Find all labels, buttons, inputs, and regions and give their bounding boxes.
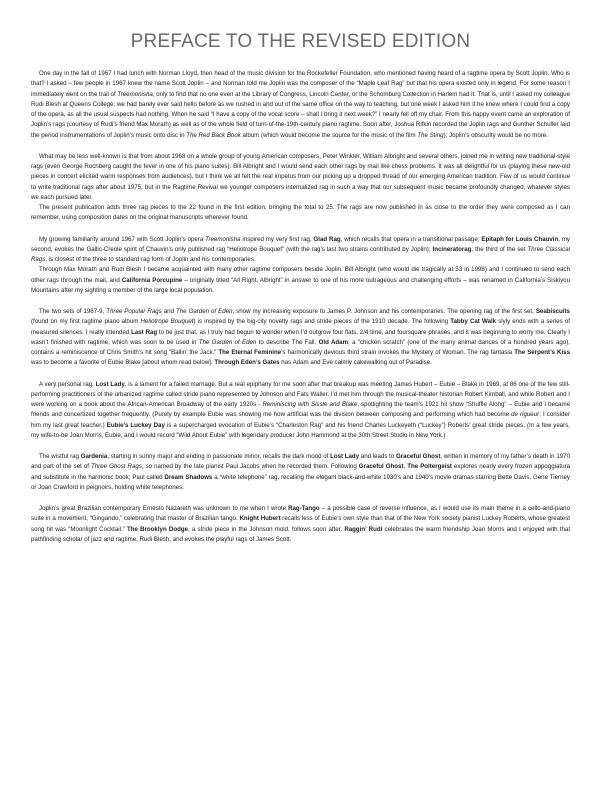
text-run: album (which would become the source for the music of the film xyxy=(240,131,418,139)
italic-title: Three Classical Rags xyxy=(31,245,571,263)
text-run: , is closest of the three to standard rag form of Joplin and his contemporaries. xyxy=(45,256,256,263)
text-run: Joplin’s great Brazilian contemporary Ernesto Nazareth was unknown to me when I wrote xyxy=(39,505,289,512)
text-run: ’s harmonically devious third strain invokes the Mystery of Woman. The rag fantasia xyxy=(281,349,515,356)
bold-title: Lost Lady xyxy=(330,453,360,460)
bold-title: Raggin’ Rudi xyxy=(344,525,383,533)
italic-title: Treemonisha xyxy=(205,235,241,243)
bold-title: Epitaph for Louis Chauvin xyxy=(481,235,559,243)
italic-title: de rigueur xyxy=(511,411,540,419)
bold-title: Incineratorag xyxy=(432,245,472,253)
text-run: is a supercharged evocation of Eubie’s “Charleston Rag” and his friend Charles Luckeyeth (“Luckey”) Roberts’ great stride pieces. (In a few years, my wife-to-be Joan Morris, Eubie, and I would record “Wild About Eubie” with legendary producer John Hammond at the 30th Street Studio in New York.) xyxy=(31,421,571,439)
bold-title: The Eternal Feminine xyxy=(218,349,282,356)
bold-title: Last Rag xyxy=(131,328,158,336)
text-run: – a possible case of reverse influence, as I would use its main theme in a cello-and-piano suite in a movement, “Gingando,” celebrating that master of Brazilian tango. xyxy=(31,505,570,523)
text-run: My growing familiarity around 1967 with Scott Joplin’s opera xyxy=(39,235,206,243)
text-run: The two sets of 1967-9, xyxy=(39,308,107,315)
text-run: explores nearly every frozen appoggiatura and substitute in the harmonic book; Paul called xyxy=(31,463,571,481)
text-run: slyly ends with a series of measured silences. I really intended xyxy=(31,318,570,336)
italic-title: The Garden of Eden xyxy=(198,338,257,346)
text-run: ); Joplin’s obscurity would be no more. xyxy=(443,131,548,139)
text-run: One day in the fall of 1967 I had lunch with Norman Lloyd, then head of the music division for the Rockefeller Foundation, who mentioned having heard of a ragtime opera by Scott Joplin. Who is that? I asked – few people in 1967 knew the name Scott Joplin – and Norman told me Joplin was the composer of the “Maple Leaf Rag” but that his opera existed only in legend. For some reason I immediately went on the trail of xyxy=(31,70,570,98)
text-run: Through Max Morath and Rudi Blesh I became acquainted with many other ragtime composers beside Joplin. Bill Albright (who would die tragically at 53 in 1998) and I continued to send each other rags through the mail, and xyxy=(31,266,570,284)
paragraph-5 xyxy=(31,265,570,296)
text-run: , starting in sunny major and ending in passionate minor, recalls the dark mood of xyxy=(107,453,331,460)
text-run: to describe The Fall. xyxy=(256,338,319,346)
bold-title: Tabby Cat Walk xyxy=(450,318,497,326)
bold-title: The Brooklyn Dodge xyxy=(126,525,189,533)
bold-title: California Porcupine xyxy=(121,276,183,284)
bold-title: Old Adam xyxy=(318,338,349,346)
bold-title: Eubie’s Luckey Day xyxy=(106,421,165,429)
text-run: and leads to xyxy=(359,453,397,460)
text-run: , only to find that no one even at the Library of Congress, Lincoln Center, or the Schomburg Collection in Harlem had it. That is, until I asked my colleague Rudi Blesh at Queens College; we had barely ever said hello before as we rushed in and out of the same office on the way to teaching, but one week I asked him if he knew where I could find a copy of the opera, as all the usual suspects had nothing. When he said “I have a copy of the vocal score – shall I bring it next week?” I nearly fell off my chair. From this happy event came an exploration of Joplin’s rags (courtesy of Rudi’s friend Max Morath) as well as of the whole field of turn-of-the-19th-century piano ragtime. Soon after, Joshua Rifkin recorded the Joplin rags and Gunther Schuller laid the period instrumentations of Joplin’s music onto disc in xyxy=(31,90,571,139)
bold-title: The Serpent’s Kiss xyxy=(514,349,570,356)
text-run: celebrates the warm friendship Joan Morris and I enjoyed with that pathfinding scholar of jazz and ragtime, Rudi Blesh, and evokes the playful rags of James Scott. xyxy=(31,525,571,543)
paragraph-6 xyxy=(31,307,570,369)
text-run: , spotlighting the team’s 1921 hit show “Shuffle Along” – Eubie and I became friends and concertized together frequently. (Purely by example Eubie was showing me how artificial was the division between composing and performing which had become xyxy=(31,401,570,419)
italic-title: The Red Back Book xyxy=(186,131,241,139)
text-run: and xyxy=(161,308,176,315)
paragraph-1 xyxy=(31,69,570,141)
page-title: PREFACE TO THE REVISED EDITION xyxy=(130,31,471,52)
bold-title: Rag-Tango xyxy=(288,505,320,512)
paragraph-2 xyxy=(31,152,570,203)
paragraph-7 xyxy=(31,380,570,442)
italic-title: Three Popular Rags xyxy=(106,308,162,315)
bold-title: Graceful Ghost xyxy=(358,463,404,471)
text-run: (found on my first ragtime piano album xyxy=(31,318,141,326)
text-run: , which recalls that opera in a transitional passage; xyxy=(340,235,482,243)
paragraph-8 xyxy=(31,452,570,493)
bold-title: Gardenia xyxy=(80,453,108,460)
italic-title: Reminiscing with Sissle and Blake xyxy=(262,401,358,408)
text-run: , the third of the set xyxy=(471,245,528,253)
text-run: ) is inspired by the big-city novelty rags and stride pieces of the 1910 decade. The following xyxy=(193,318,451,326)
text-run: a “white telephone” rag, recalling the elegant black-and-white 1930’s and 1940’s movie dramas starring Bette Davis, Gene Tierney or Joan Crawford in peignoirs, holding white telephones. xyxy=(31,473,571,491)
text-run: was to become a favorite of Eubie Blake [about whom read below]. xyxy=(31,359,215,367)
text-run: , a stride piece in the Johnson mold, follows soon after. xyxy=(188,525,345,533)
text-run: The present publication adds three rag pieces to the 22 found in the first edition, bringing the total to 25. The rags are now published in as close to the order they were composed as I can remember, using composition dates on the original manuscripts wherever found. xyxy=(31,204,570,222)
text-run: , is a lament for a failed marriage. But a real epiphany for me soon after that breakup was meeting James Hubert – Eubie – Blake in 1969, at 86 one of the few still-performing practitioners of the urbanized ragtime called stride piano represented by Johnson and Fats Waller. I’d met him through the musical-theater historian Robert Kimball, and while Robert and I were working on a book about the African-American Broadway of the early 1920s - xyxy=(31,380,570,408)
bold-title: Lost Lady xyxy=(95,380,125,388)
text-run: to be just that, as I truly had begun to wonder when I’d outgrow four flats, 2/4 time, and foursquare phrases, and it was beginning to worry me. Clearly I wasn’t finished with ragtime, which was soon to be used in xyxy=(31,328,571,346)
text-run: What may be less well-known is that from about 1968 on a whole group of young American composers, Peter Winkler, William Albright and several others, joined me in writing new traditional-style rags (even George Rochberg caught the fever in one of his piano suites). Bill Albright and I would send each other rags by mail like chess problems. It was all delightful for us (playing these new-old pieces in concert elicited warm responses from audiences), but I think we all felt the real impetus from our picking up a dropped thread of our emerging American tradition. Few of us would continue to write traditional rags after about 1975, but in the Ragtime Revival we younger composers internalized rag in such a way that our subsequent music became profoundly changed, whatever styles we each pursued later. xyxy=(31,152,570,201)
italic-title: The Sting xyxy=(417,131,444,139)
italic-title: Treemonisha xyxy=(117,90,153,98)
text-run: inspired my very first rag, xyxy=(240,235,314,243)
text-run: , so named by the late pianist Paul Jacobs when he recorded them. Following xyxy=(141,463,359,471)
bold-title: Glad Rag xyxy=(313,235,341,243)
paragraph-4 xyxy=(31,235,570,266)
text-run: , show my increasing exposure to James P. Johnson and his contemporaries. The opening rag of the first set, xyxy=(232,308,536,315)
bold-title: Seabiscuits xyxy=(535,308,570,315)
text-run: has Adam and Eve calmly cakewalking out of Paradise. xyxy=(279,359,432,367)
text-run: , xyxy=(403,463,408,471)
text-run: – originally titled “All Right, Albright” in answer to one of his more outrageous and challenging efforts – was renamed in California’s Siskiyou Mountains after my sighting a member of the large local population. xyxy=(31,276,570,294)
bold-title: Knight Hubert xyxy=(239,515,281,523)
text-run: A very personal rag, xyxy=(39,380,96,388)
text-run: , my second, evokes the Gallic-Creole spirit of Chauvin’s only published rag “Heliotrope Bouquet” (with the rag’s last two strains contributed by Joplin); xyxy=(31,235,571,253)
bold-title: The Poltergeist xyxy=(407,463,452,471)
italic-title: The Garden of Eden xyxy=(176,308,233,315)
italic-title: Heliotrope Bouquet xyxy=(140,318,194,326)
paragraph-9 xyxy=(31,504,570,545)
text-run: , a “chicken scratch” (one of the many animal dances of a hundred years ago), contains a reminiscence of Chris Smith’s hit song “Ballin’ the Jack.” xyxy=(31,338,570,356)
bold-title: Through Eden’s Gates xyxy=(214,359,280,367)
bold-title: Dream Shadows xyxy=(164,473,213,481)
text-run: recalls less of Eubie’s own style than that of the New York society pianist Luckey Roberts, whose greatest song hit was “Moonlight Cocktail.” xyxy=(31,515,571,533)
text-run: , written in memory of my father’s death in 1970 and part of the set of xyxy=(31,453,570,471)
paragraph-3 xyxy=(31,203,570,224)
text-run: ; I consider him my last great teacher.) xyxy=(31,411,570,429)
italic-title: Three Ghost Rags xyxy=(91,463,142,471)
bold-title: Graceful Ghost xyxy=(396,453,441,460)
text-run: The wistful rag xyxy=(39,453,81,460)
